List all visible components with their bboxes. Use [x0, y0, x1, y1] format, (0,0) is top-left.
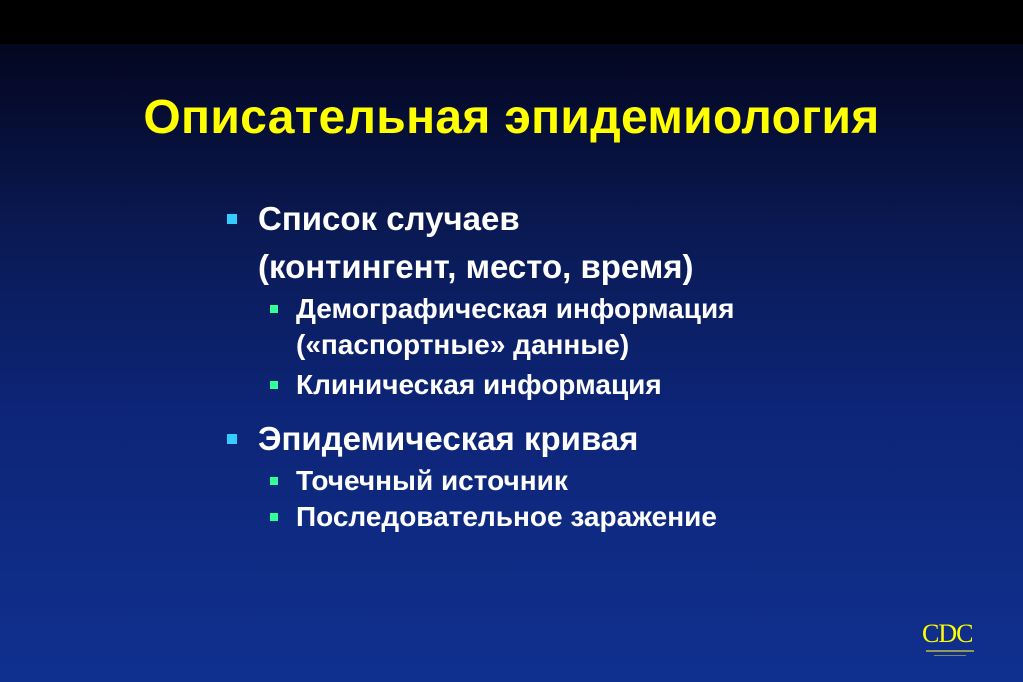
square-bullet-icon [227, 434, 237, 444]
bullet-epidemic-curve [224, 415, 944, 463]
bullet-text-line1: Список случаев [258, 200, 520, 237]
square-bullet-icon [270, 305, 278, 313]
slide-title: Описательная эпидемиология [143, 91, 880, 144]
square-bullet-icon [270, 513, 278, 521]
square-bullet-icon [270, 477, 278, 485]
subbullet-demographic [224, 291, 944, 363]
bullet-case-list [224, 195, 944, 291]
bullet-text-line2: (контингент, место, время) [258, 248, 694, 285]
cdc-logo-text: CDC [922, 619, 973, 648]
subbullet-text: Последовательное заражение [296, 501, 717, 532]
subbullet-text: Точечный источник [296, 465, 568, 496]
subbullet-point-source [224, 463, 944, 499]
logo-fine-print [934, 655, 966, 656]
top-band [0, 0, 1023, 44]
subbullet-text-line2: («паспортные» данные) [296, 329, 630, 360]
logo-fine-print [926, 650, 974, 652]
subbullet-text: Клиническая информация [296, 369, 662, 400]
subbullet-clinical [224, 367, 944, 403]
subbullet-text-line1: Демографическая информация [296, 293, 735, 324]
square-bullet-icon [270, 381, 278, 389]
bullet-list [224, 195, 944, 535]
bullet-text-line1: Эпидемическая кривая [258, 420, 639, 457]
cdc-logo [922, 620, 978, 660]
square-bullet-icon [227, 214, 237, 224]
subbullet-propagated [224, 499, 944, 535]
